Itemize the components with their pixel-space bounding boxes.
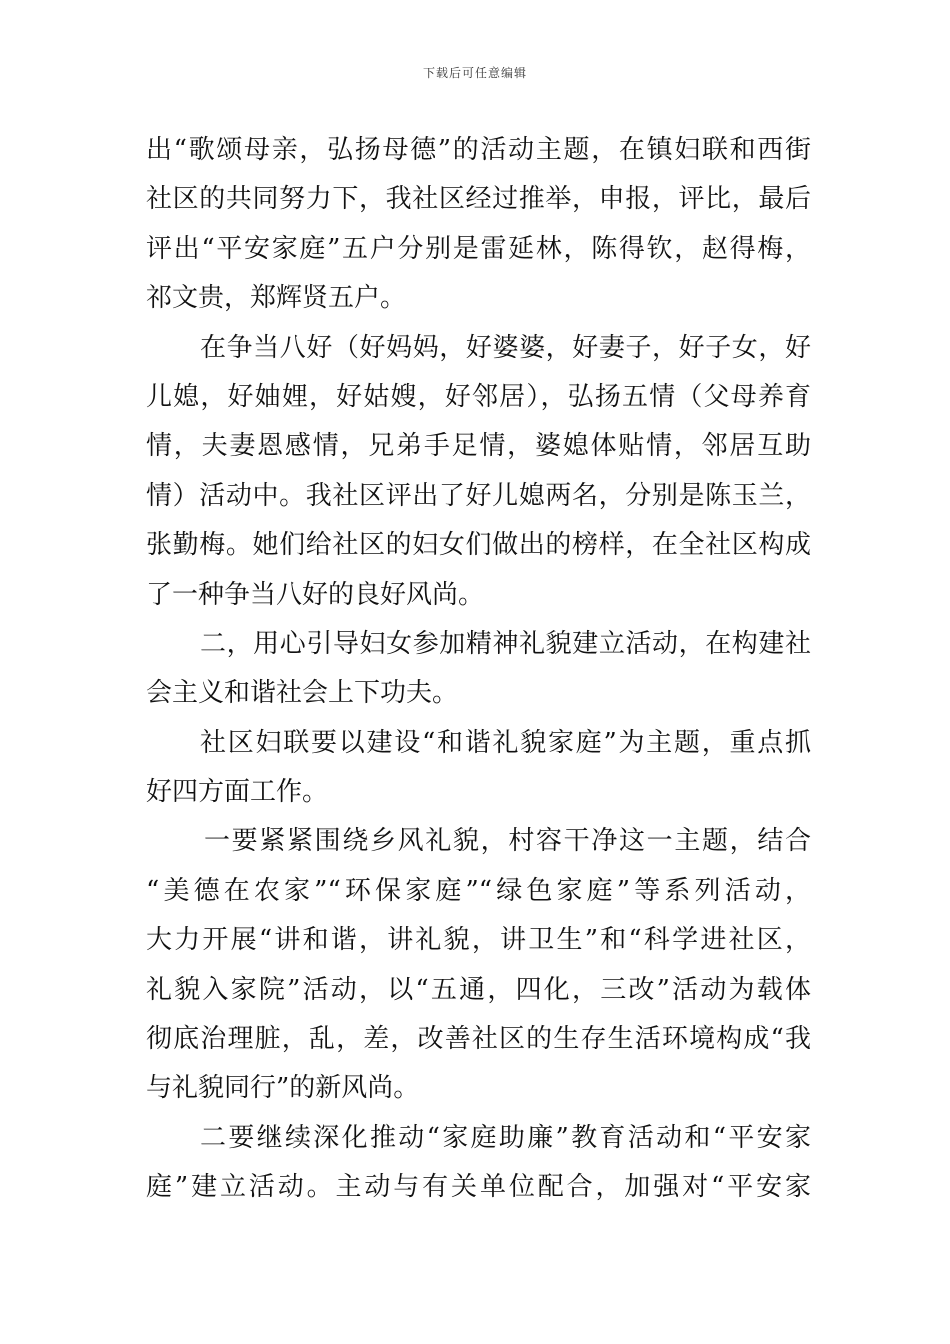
section-heading-line: 二，用心引导妇女参加精神礼貌建立活动，在构建社 [200,628,811,659]
text-line: “美德在农家”“环保家庭”“绿色家庭”等系列活动， [146,875,811,906]
text-line: 了一种争当八好的良好风尚。 [146,579,485,610]
text-line: 情）活动中。我社区评出了好儿媳两名，分别是陈玉兰， [146,480,811,511]
text-line: 二要继续深化推动“家庭助廉”教育活动和“平安家 [200,1122,811,1153]
text-line: 与礼貌同行”的新风尚。 [146,1073,420,1104]
text-line: 礼貌入家院”活动，以“五通，四化，三改”活动为载体 [146,974,811,1005]
text-line: 评出“平安家庭”五户分别是雷延林，陈得钦，赵得梅， [146,233,811,264]
text-line: 在争当八好（好妈妈，好婆婆，好妻子，好子女，好 [200,332,811,363]
text-line: 庭”建立活动。主动与有关单位配合，加强对“平安家 [146,1172,811,1203]
document-body [146,126,811,1213]
text-line: 一要紧紧围绕乡风礼貌，村容干净这一主题，结合 [204,826,811,857]
text-line: 社区的共同努力下，我社区经过推举，申报，评比，最后 [146,184,811,215]
text-line: 好四方面工作。 [146,777,329,808]
text-line: 情，夫妻恩感情，兄弟手足情，婆媳体贴情，邻居互助 [146,431,811,462]
text-line: 张勤梅。她们给社区的妇女们做出的榜样，在全社区构成 [146,530,811,561]
text-line: 大力开展“讲和谐，讲礼貌，讲卫生”和“科学进社区， [146,925,811,956]
section-heading-line: 会主义和谐社会上下功夫。 [146,678,459,709]
page-header: 下载后可任意编辑 [422,66,527,80]
text-line: 社区妇联要以建设“和谐礼貌家庭”为主题，重点抓 [200,727,811,758]
text-line: 出“歌颂母亲，弘扬母德”的活动主题，在镇妇联和西街 [146,135,811,165]
text-line: 彻底治理脏，乱，差，改善社区的生存生活环境构成“我 [146,1024,811,1055]
text-line: 祁文贵，郑辉贤五户。 [146,283,407,314]
text-line: 儿媳，好妯娌，好姑嫂，好邻居），弘扬五情（父母养育 [146,381,811,412]
